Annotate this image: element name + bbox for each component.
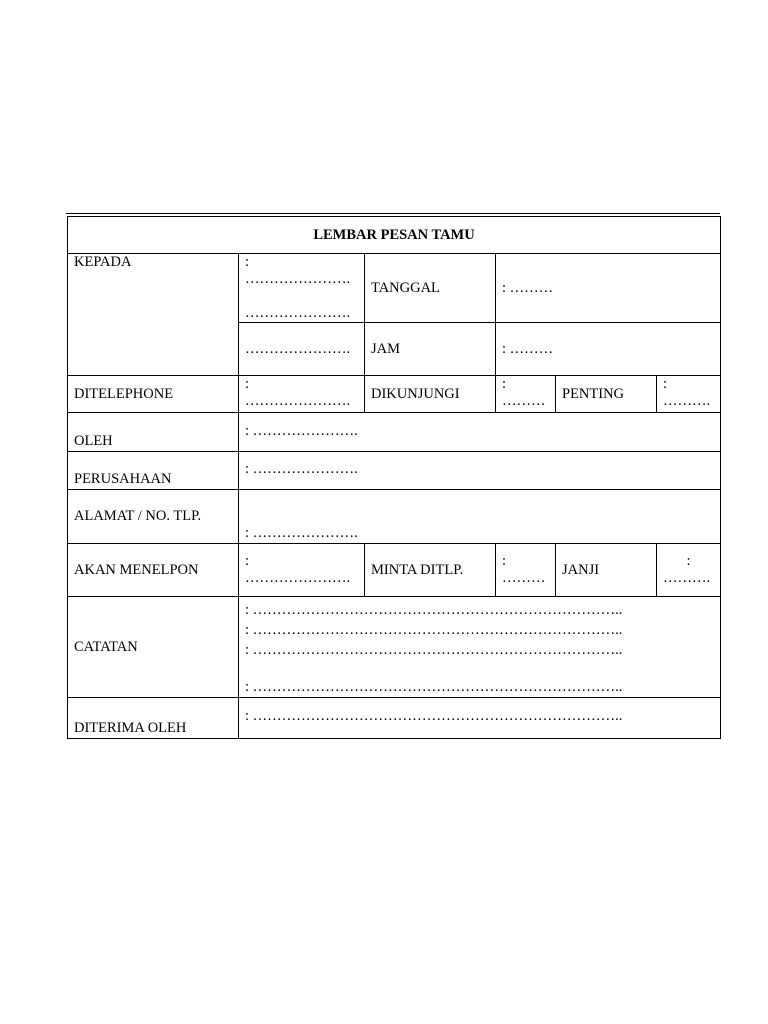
kepada-label: KEPADA bbox=[68, 254, 239, 376]
minta-ditlp-dots: ……… bbox=[502, 570, 546, 586]
janji-dots: ………. bbox=[663, 570, 711, 586]
minta-ditlp-colon: : bbox=[502, 553, 507, 569]
penting-colon: : bbox=[663, 376, 668, 392]
ditelephone-label: DITELEPHONE bbox=[68, 376, 239, 413]
perusahaan-field[interactable]: : …………………. bbox=[239, 452, 721, 490]
jam-field[interactable]: : ……… bbox=[496, 323, 721, 376]
dikunjungi-field[interactable] bbox=[496, 376, 556, 413]
akan-menelpon-row bbox=[68, 544, 721, 597]
minta-ditlp-label: MINTA DITLP. bbox=[365, 544, 496, 597]
oleh-label: OLEH bbox=[68, 413, 239, 452]
kepada-field-bottom[interactable]: …………………. bbox=[239, 323, 365, 376]
oleh-row bbox=[68, 413, 721, 452]
alamat-row bbox=[68, 490, 721, 544]
penting-label: PENTING bbox=[556, 376, 657, 413]
akan-menelpon-dots: …………………. bbox=[245, 570, 351, 586]
minta-ditlp-field[interactable] bbox=[496, 544, 556, 597]
oleh-field[interactable]: : …………………. bbox=[239, 413, 721, 452]
catatan-field[interactable] bbox=[239, 597, 721, 698]
catatan-line-1: : ………………………………………………………………….. bbox=[245, 602, 623, 618]
catatan-label: CATATAN bbox=[68, 597, 239, 698]
catatan-line-4: : ………………………………………………………………….. bbox=[245, 679, 623, 695]
tanggal-label: TANGGAL bbox=[365, 254, 496, 323]
ditelephone-dots: …………………. bbox=[245, 393, 351, 409]
kepada-dots-2: …………………. bbox=[245, 305, 351, 321]
dikunjungi-label: DIKUNJUNGI bbox=[365, 376, 496, 413]
akan-menelpon-colon: : bbox=[245, 553, 250, 569]
perusahaan-label: PERUSAHAAN bbox=[68, 452, 239, 490]
jam-label: JAM bbox=[365, 323, 496, 376]
diterima-oleh-field[interactable]: : ………………………………………………………………….. bbox=[239, 698, 721, 739]
tanggal-field[interactable]: : ……… bbox=[496, 254, 721, 323]
catatan-line-2: : ………………………………………………………………….. bbox=[245, 622, 623, 638]
catatan-line-3: : ………………………………………………………………….. bbox=[245, 642, 623, 658]
penting-field[interactable] bbox=[657, 376, 721, 413]
diterima-oleh-label: DITERIMA OLEH bbox=[68, 698, 239, 739]
ditelephone-colon: : bbox=[245, 376, 250, 392]
janji-label: JANJI bbox=[556, 544, 657, 597]
janji-field[interactable] bbox=[657, 544, 721, 597]
akan-menelpon-field[interactable] bbox=[239, 544, 365, 597]
alamat-field[interactable]: : …………………. bbox=[239, 490, 721, 544]
kepada-colon: : bbox=[245, 254, 250, 270]
form-title: LEMBAR PESAN TAMU bbox=[68, 217, 721, 254]
penting-dots: ………. bbox=[663, 393, 711, 409]
ditelephone-field[interactable] bbox=[239, 376, 365, 413]
title-row bbox=[68, 217, 721, 254]
akan-menelpon-label: AKAN MENELPON bbox=[68, 544, 239, 597]
kepada-row-1 bbox=[68, 254, 721, 323]
dikunjungi-colon: : bbox=[502, 376, 507, 392]
kepada-field-top[interactable] bbox=[239, 254, 365, 323]
janji-colon: : bbox=[686, 553, 691, 569]
ditelephone-row bbox=[68, 376, 721, 413]
diterima-oleh-row bbox=[68, 698, 721, 739]
catatan-row bbox=[68, 597, 721, 698]
dikunjungi-dots: ……… bbox=[502, 393, 546, 409]
guest-message-form bbox=[67, 216, 721, 739]
alamat-label: ALAMAT / NO. TLP. bbox=[68, 490, 239, 544]
perusahaan-row bbox=[68, 452, 721, 490]
kepada-dots-1: …………………. bbox=[245, 271, 351, 287]
